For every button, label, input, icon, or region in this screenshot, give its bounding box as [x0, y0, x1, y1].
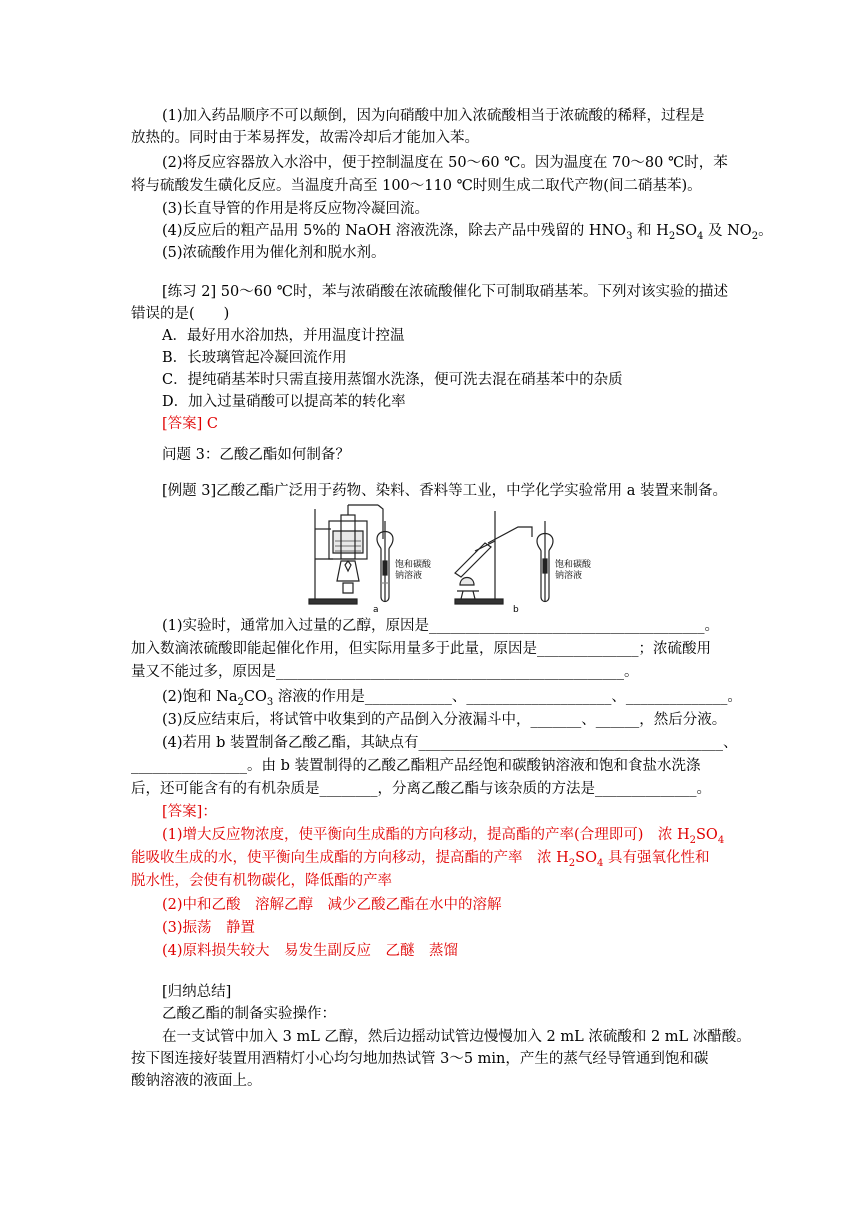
option-b: B．长玻璃管起冷凝回流作用: [162, 350, 347, 366]
q4-line1: (4)若用 b 装置制备乙酸乙酯，其缺点有__________________________________________、: [162, 735, 738, 751]
summary-line4: 酸钠溶液的液面上。: [131, 1073, 262, 1089]
figure-label-a: a: [373, 605, 379, 613]
figure-b-solution-line1: 饱和碳酸: [555, 560, 592, 570]
apparatus-figure: [305, 501, 595, 613]
summary-head: [归纳总结]: [162, 984, 232, 1000]
para1-line4: 将与硫酸发生磺化反应。当温度升高至 100～110 ℃时则生成二取代产物(间二硝基苯)。: [131, 178, 702, 194]
para1-line2: 放热的。同时由于苯易挥发，故需冷却后才能加入苯。: [131, 130, 479, 146]
para1-line7: (5)浓硫酸作用为催化剂和脱水剂。: [162, 245, 386, 261]
figure-b-solution-line2: 钠溶液: [555, 571, 583, 581]
option-a: A．最好用水浴加热，并用温度计控温: [162, 328, 405, 344]
practice2-line2: 错误的是( ): [131, 306, 230, 322]
option-d: D．加入过量硝酸可以提高苯的转化率: [162, 394, 406, 410]
para1-line6: (4)反应后的粗产品用 5%的 NaOH 溶液洗涤，除去产品中残留的 $HNO_3$ 和 $H_2SO_4$ 及 $NO_2$。: [162, 223, 773, 242]
q1-line1: (1)实验时，通常加入过量的乙醇，原因是______________________________________。: [162, 618, 720, 634]
answer2: (2)中和乙酸 溶解乙醇 减少乙酸乙酯在水中的溶解: [162, 897, 502, 913]
para1-line1: (1)加入药品顺序不可以颠倒，因为向硝酸中加入浓硫酸相当于浓硫酸的稀释，过程是: [162, 108, 705, 124]
practice2-line1: [练习 2] 50～60 ℃时，苯与浓硝酸在浓硫酸催化下可制取硝基苯。下列对该实验的描述: [162, 284, 728, 300]
example3-intro: [例题 3]乙酸乙酯广泛用于药物、染料、香料等工业，中学化学实验常用 a 装置来制备。: [162, 483, 728, 499]
example3-answer-head: [答案]：: [162, 804, 217, 820]
q1-line2: 加入数滴浓硫酸即能起催化作用，但实际用量多于此量，原因是______________；浓硫酸用: [131, 641, 711, 657]
answer4: (4)原料损失较大 易发生副反应 乙醚 蒸馏: [162, 943, 459, 959]
q1-line3: 量又不能过多，原因是________________________________________________。: [131, 664, 639, 680]
para1-line3: (2)将反应容器放入水浴中，便于控制温度在 50～60 ℃。因为温度在 70～80 ℃时，苯: [162, 155, 728, 171]
question3: 问题 3：乙酸乙酯如何制备？: [162, 447, 350, 463]
q3-line: (3)反应结束后，将试管中收集到的产品倒入分液漏斗中，_______、______，然后分液。: [162, 712, 727, 728]
para1-line5: (3)长直导管的作用是将反应物冷凝回流。: [162, 201, 430, 217]
q4-line2: ________________。由 b 装置制得的乙酸乙酯粗产品经饱和碳酸钠溶液和饱和食盐水洗涤: [131, 758, 701, 774]
answer3: (3)振荡 静置: [162, 920, 256, 936]
q4-line3: 后，还可能含有的有机杂质是________，分离乙酸乙酯与该杂质的方法是______________。: [131, 781, 711, 797]
figure-a-solution-line1: 饱和碳酸: [395, 560, 432, 570]
summary-line1: 乙酸乙酯的制备实验操作：: [162, 1006, 336, 1022]
apparatus-drawing: [305, 501, 595, 613]
answer1-line1: (1)增大反应物浓度，使平衡向生成酯的方向移动，提高酯的产率(合理即可) 浓 $H_2SO_4$: [162, 827, 725, 846]
figure-a-solution-line2: 钠溶液: [395, 571, 423, 581]
answer1-line3: 脱水性，会使有机物碳化，降低酯的产率: [131, 873, 392, 889]
summary-line2: 在一支试管中加入 3 mL 乙醇，然后边摇动试管边慢慢加入 2 mL 浓硫酸和 2 mL 冰醋酸。: [162, 1029, 751, 1045]
answer1-line2: 能吸收生成的水，使平衡向生成酯的方向移动，提高酯的产率 浓 $H_2SO_4$ 具有强氧化性和: [131, 850, 710, 869]
summary-line3: 按下图连接好装置用酒精灯小心均匀地加热试管 3～5 min，产生的蒸气经导管通到饱和碳: [131, 1051, 709, 1067]
q2-line: (2)饱和 $Na_2CO_3$ 溶液的作用是____________、____________________、______________。: [162, 689, 742, 708]
figure-label-b: b: [513, 605, 519, 613]
practice2-answer: [答案] C: [162, 416, 219, 432]
option-c: C．提纯硝基苯时只需直接用蒸馏水洗涤，便可洗去混在硝基苯中的杂质: [162, 372, 623, 388]
